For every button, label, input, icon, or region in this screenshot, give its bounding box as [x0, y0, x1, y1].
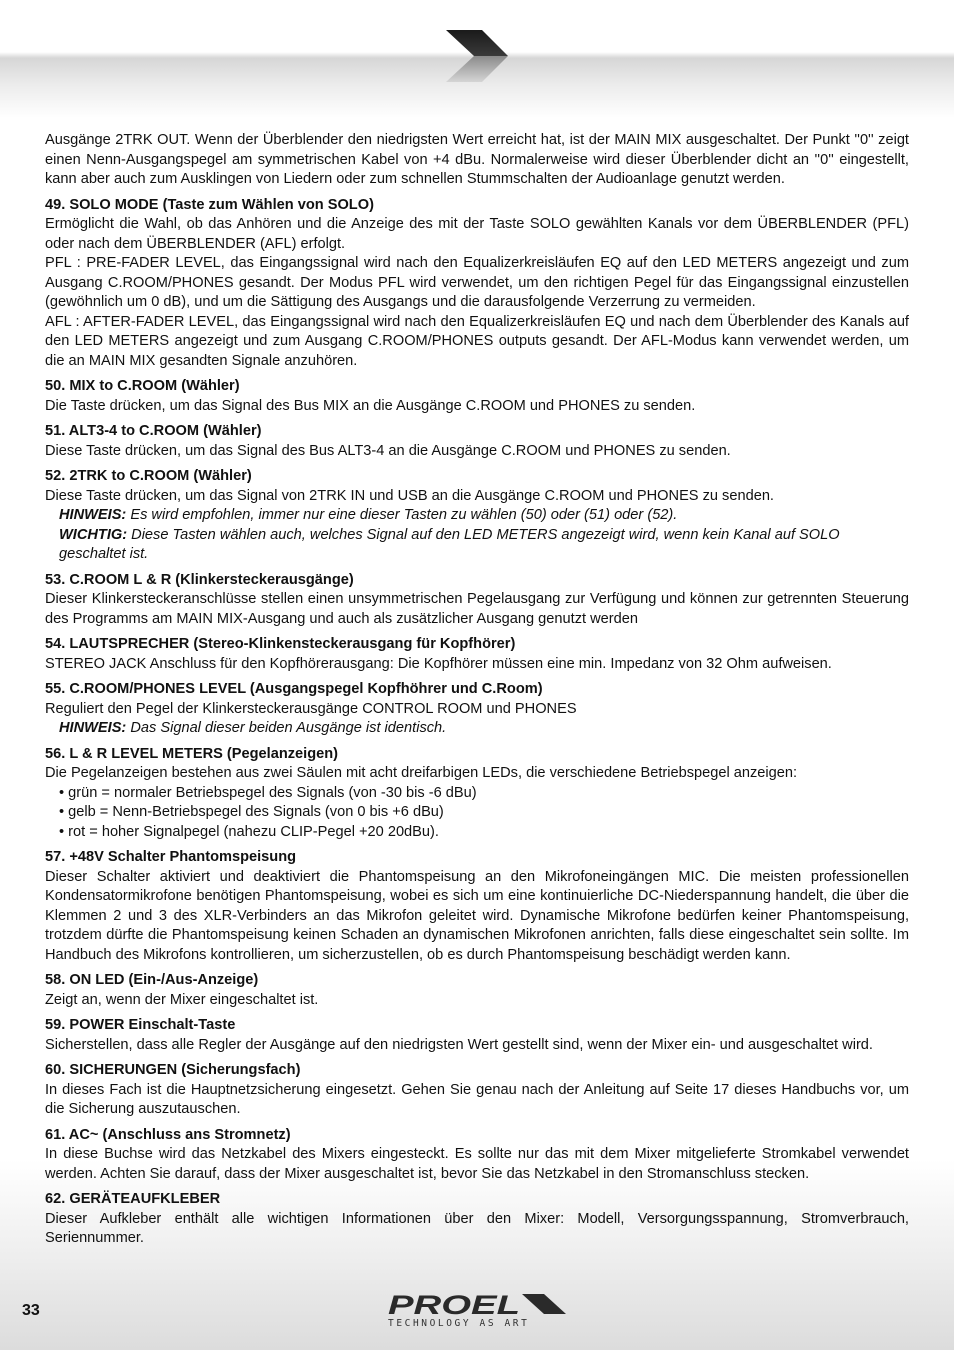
- paragraph: PFL : PRE-FADER LEVEL, das Eingangssignal wird nach den Equalizerkreisläufen EQ auf den LED METERS angezeigt und zum Ausgang C.ROOM/PHONES gesandt. Der Modus PFL wird verwendet, um den richtigen Pegel für das Eingangssignal einzustellen (gewöhnlich um 0 dB), und um die Sättigung des Ausgangs und die darausfolgende Verzerrung zu vermeiden.: [45, 255, 909, 310]
- page-number: 33: [22, 1302, 40, 1319]
- section-56: [45, 745, 909, 843]
- logo-text: PROEL: [388, 1290, 520, 1320]
- section-heading: 51. ALT3-4 to C.ROOM (Wähler): [45, 423, 262, 439]
- section-62: [45, 1190, 909, 1249]
- note-hinweis: [45, 719, 909, 739]
- section-heading: 56. L & R LEVEL METERS (Pegelanzeigen): [45, 745, 339, 762]
- note-label: HINWEIS:: [59, 507, 127, 523]
- paragraph: Zeigt an, wenn der Mixer eingeschaltet ist.: [45, 991, 319, 1008]
- paragraph: STEREO JACK Anschluss für den Kopfhörerausgang: Die Kopfhörer müssen eine min. Impedanz von 32 Ohm aufweisen.: [45, 655, 832, 672]
- section-heading: 52. 2TRK to C.ROOM (Wähler): [45, 468, 252, 484]
- paragraph: Dieser Schalter aktiviert und deaktiviert die Phantomspeisung an den Mikrofoneingängen MIC. Die meisten professionellen Kondensatormikrofone benötigen Phantomspeisung, wobei es sich um eine kontinuierliche DC-Niederspannung handelt, die über die Klemmen 2 und 3 des XLR-Verbinders an das Mikrofon geleitet wird. Dynamische Mikrofone bedürfen keiner Phantomspeisung, trotzdem dürfte die Phantomspeisung keinen Schaden an dynamischen Mikrofonen anrichten, falls diese eingeschaltet sein sollte. Im Handbuch des Mikrofons kontrollieren, um sicherzustellen, ob es durch Phantomspeisung beschädigt werden kann.: [45, 868, 909, 963]
- paragraph: Dieser Klinkersteckeranschlüsse stellen einen unsymmetrischen Pegelausgang zur Verfügung und können zur getrennten Steuerung des Programms am MAIN MIX-Ausgang und auch als zusätzlicher Ausgang genutzt werden: [45, 591, 909, 627]
- paragraph: In dieses Fach ist die Hauptnetzsicherung eingesetzt. Gehen Sie genau nach der Anleitung auf Seite 17 dieses Handbuchs vor, um die Sicherung auszutauschen.: [45, 1081, 909, 1117]
- paragraph: Diese Taste drücken, um das Signal des Bus ALT3-4 an die Ausgänge C.ROOM und PHONES zu senden.: [45, 442, 731, 459]
- bullet-item-green: • grün = normaler Betriebspegel des Signals (von -30 bis -6 dBu): [59, 784, 477, 801]
- section-50: [45, 377, 909, 416]
- section-heading: 61. AC~ (Anschluss ans Stromnetz): [45, 1126, 291, 1143]
- bullet-item-red: • rot = hoher Signalpegel (nahezu CLIP-Pegel +20 20dBu).: [59, 823, 439, 840]
- section-57: [45, 848, 909, 965]
- note-text: Diese Tasten wählen auch, welches Signal auf den LED METERS angezeigt wird, wenn kein Kanal auf SOLO geschaltet ist.: [59, 526, 840, 562]
- paragraph: Die Taste drücken, um das Signal des Bus MIX an die Ausgänge C.ROOM und PHONES zu senden.: [45, 397, 696, 414]
- section-heading: 54. LAUTSPRECHER (Stereo-Klinkensteckerausgang für Kopfhörer): [45, 636, 516, 652]
- paragraph: Ermöglicht die Wahl, ob das Anhören und die Anzeige des mit der Taste SOLO gewählten Kanals vor dem ÜBERBLENDER (PFL) oder nach dem ÜBERBLENDER (AFL) erfolgt.: [45, 216, 909, 252]
- section-heading: 50. MIX to C.ROOM (Wähler): [45, 378, 240, 394]
- paragraph: In diese Buchse wird das Netzkabel des Mixers eingesteckt. Es sollte nur das mit dem Mixer mitgelieferte Stromkabel verwendet werden. Achten Sie darauf, dass der Mixer ausgeschaltet ist, bevor Sie das Netzkabel in den Stromanschluss stecken.: [45, 1146, 909, 1182]
- section-heading: 53. C.ROOM L & R (Klinkersteckerausgänge): [45, 571, 354, 588]
- note-label: WICHTIG:: [59, 526, 128, 543]
- section-53: [45, 571, 909, 630]
- logo-chevron-icon: [522, 1294, 566, 1314]
- section-52: [45, 467, 909, 565]
- section-58: [45, 971, 909, 1010]
- chevron-arrow-icon: [444, 28, 510, 84]
- note-hinweis: [45, 506, 909, 526]
- paragraph: AFL : AFTER-FADER LEVEL, das Eingangssignal wird nach den Equalizerkreisläufen EQ und nach dem Überblender des Kanals auf den LED METERS angezeigt und zum Ausgang C.ROOM/PHONES outputs gesandt. Der AFL-Modus kann verwendet werden, um die an MAIN MIX gesandten Signale anzuhören.: [45, 313, 909, 369]
- section-54: [45, 635, 909, 674]
- section-heading: 49. SOLO MODE (Taste zum Wählen von SOLO): [45, 196, 374, 213]
- note-label: HINWEIS:: [59, 720, 127, 736]
- paragraph: Die Pegelanzeigen bestehen aus zwei Säulen mit acht dreifarbigen LEDs, die verschiedene Betriebspegel anzeigen:: [45, 765, 798, 781]
- section-51: [45, 422, 909, 461]
- intro-paragraph: Ausgänge 2TRK OUT. Wenn der Überblender den niedrigsten Wert erreicht hat, ist der MAIN MIX ausgeschaltet. Der Punkt ''0'' zeigt einen Nenn-Ausgangspegel am symmetrischen Kabel von +4 dBu. Normalerweise wird dieser Überblender dicht an ''0'' eingestellt, kann aber auch zum Ausklingen von Liedern oder zum schnellen Stummschalten der Audioanlage genutzt werden.: [45, 132, 909, 187]
- bullet-item-yellow: • gelb = Nenn-Betriebspegel des Signals (von 0 bis +6 dBu): [59, 804, 444, 820]
- section-heading: 55. C.ROOM/PHONES LEVEL (Ausgangspegel Kopfhöhrer und C.Room): [45, 681, 543, 697]
- section-heading: 60. SICHERUNGEN (Sicherungsfach): [45, 1062, 301, 1078]
- section-heading: 59. POWER Einschalt-Taste: [45, 1017, 236, 1033]
- section-heading: 58. ON LED (Ein-/Aus-Anzeige): [45, 972, 259, 988]
- paragraph: Reguliert den Pegel der Klinkersteckerausgänge CONTROL ROOM und PHONES: [45, 700, 577, 717]
- section-49: [45, 196, 909, 372]
- paragraph: Sicherstellen, dass alle Regler der Ausgänge auf den niedrigsten Wert gestellt sind, wenn der Mixer ein- und ausgeschaltet wird.: [45, 1036, 873, 1053]
- section-heading: 62. GERÄTEAUFKLEBER: [45, 1191, 221, 1207]
- note-wichtig: [45, 526, 909, 565]
- note-text: Das Signal dieser beiden Ausgänge ist identisch.: [126, 720, 447, 736]
- section-heading: 57. +48V Schalter Phantomspeisung: [45, 849, 297, 865]
- section-60: [45, 1061, 909, 1120]
- section-61: [45, 1126, 909, 1185]
- logo-tagline: TECHNOLOGY AS ART: [388, 1318, 530, 1329]
- note-text: Es wird empfohlen, immer nur eine dieser Tasten zu wählen (50) oder (51) oder (52).: [126, 507, 678, 523]
- paragraph: Diese Taste drücken, um das Signal von 2TRK IN und USB an die Ausgänge C.ROOM und PHONES zu senden.: [45, 487, 774, 504]
- section-55: [45, 680, 909, 739]
- main-content: [45, 131, 909, 1249]
- section-59: [45, 1016, 909, 1055]
- paragraph: Dieser Aufkleber enthält alle wichtigen Informationen über den Mixer: Modell, Versorgungsspannung, Stromverbrauch, Seriennummer.: [45, 1210, 909, 1246]
